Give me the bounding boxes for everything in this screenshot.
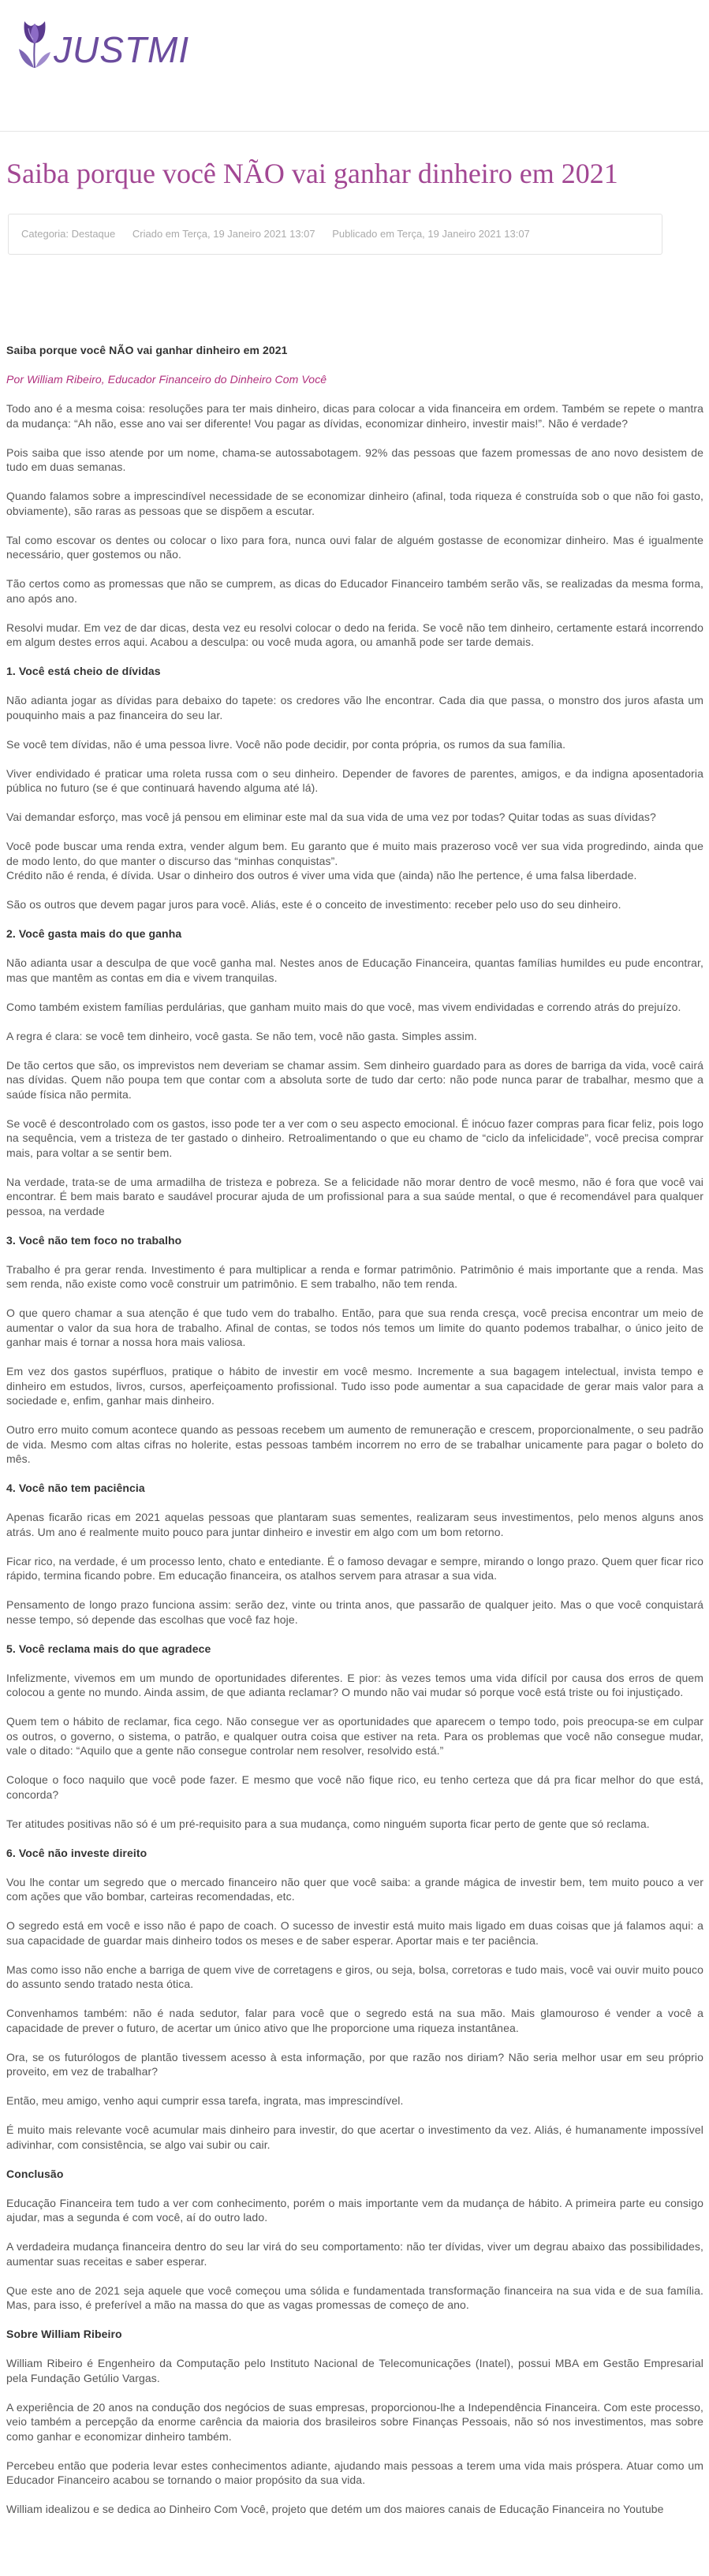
article-paragraph: William Ribeiro é Engenheiro da Computação pelo Instituto Nacional de Telecomunicações (Inatel), possui MBA em Gestão Empresarial pela Fundação Getúlio Vargas. bbox=[6, 2357, 703, 2384]
section-heading: 4. Você não tem paciência bbox=[6, 1482, 145, 1494]
article-byline: Por William Ribeiro, Educador Financeiro do Dinheiro Com Você bbox=[6, 373, 327, 386]
article-paragraph: Quem tem o hábito de reclamar, fica cego. Não consegue ver as oportunidades que aparecem o tempo todo, pois preocupa-se em culpar os outros, o governo, o sistema, o patrão, e qualquer outra coisa que estiver na reta. Para os problemas que você não consegue mudar, vale o ditado: “Aquilo que a gente não consegue controlar nem resolver, resolvido está.” bbox=[6, 1715, 703, 1757]
article-paragraph: Resolvi mudar. Em vez de dar dicas, desta vez eu resolvi colocar o dedo na ferida. Se você não tem dinheiro, certamente estará incorrendo em algum destes erros aqui. Acabou a desculpa: ou você muda agora, ou amanhã pode ser tarde demais. bbox=[6, 621, 703, 648]
article-paragraph: Ficar rico, na verdade, é um processo lento, chato e entediante. É o famoso devagar e sempre, mirando o longo prazo. Quem quer ficar rico rápido, termina ficando pobre. Em educação financeira, os atalhos servem para atrasar a sua vida. bbox=[6, 1554, 703, 1582]
article-paragraph: A verdadeira mudança financeira dentro do seu lar virá do seu comportamento: não ter dívidas, viver um degrau abaixo das possibilidades, aumentar suas receitas e saber esperar. bbox=[6, 2240, 703, 2268]
article-paragraph: A experiência de 20 anos na condução dos negócios de suas empresas, proporcionou-lhe a Independência Financeira. Com este processo, veio também a percepção da enorme carência da maioria dos brasileiros sobre Finanças Pessoais, não só nos investimentos, mas sobre como ganhar e economizar dinheiro também. bbox=[6, 2400, 703, 2443]
article-paragraph: Que este ano de 2021 seja aquele que você começou uma sólida e fundamentada transformação financeira na sua vida e de sua família. Mas, para isso, é preferível a mão na massa do que as vagas promessas de começo de ano. bbox=[6, 2283, 703, 2311]
article-paragraph: Apenas ficarão ricas em 2021 aquelas pessoas que plantaram suas sementes, realizaram seus investimentos, pelo menos alguns anos atrás. Um ano é realmente muito pouco para juntar dinheiro e investir em algo com um bom retorno. bbox=[6, 1511, 703, 1538]
meta-created: Criado em Terça, 19 Janeiro 2021 13:07 bbox=[132, 228, 315, 240]
article-paragraph: Vai demandar esforço, mas você já pensou em eliminar este mal da sua vida de uma vez por todas? Quitar todas as suas dívidas? bbox=[6, 811, 656, 823]
article-paragraph: Vou lhe contar um segredo que o mercado financeiro não quer que você saiba: a grande mágica de investir bem, tem muito pouco a ver com ações que vão bombar, carteiras recomendadas, etc. bbox=[6, 1875, 703, 1903]
article-paragraph: Ora, se os futurólogos de plantão tivessem acesso à esta informação, por que razão nos diriam? Não seria melhor usar em seu próprio proveito, em vez de trabalhar? bbox=[6, 2050, 703, 2078]
article-paragraph: De tão certos que são, os imprevistos nem deveriam se chamar assim. Sem dinheiro guardado para as dores de barriga da vida, você cairá nas dívidas. Quem não poupa tem que contar com a absoluta sorte de tudo dar certo: não pode nunca parar de trabalhar, mesmo que a saúde física não permita. bbox=[6, 1058, 703, 1101]
article-paragraph: É muito mais relevante você acumular mais dinheiro para investir, do que acertar o investimento da vez. Aliás, é humanamente impossível adivinhar, com consistência, se algo vai subir ou cair. bbox=[6, 2123, 703, 2151]
section-heading: 6. Você não investe direito bbox=[6, 1846, 147, 1859]
meta-published: Publicado em Terça, 19 Janeiro 2021 13:07 bbox=[332, 228, 530, 240]
article-body-title: Saiba porque você NÃO vai ganhar dinheiro em 2021 bbox=[6, 344, 288, 356]
article-paragraph: Viver endividado é praticar uma roleta russa com o seu dinheiro. Depender de favores de parentes, amigos, e da indigna aposentadoria pública no futuro (se é que continuará havendo alguma até lá). bbox=[6, 766, 703, 794]
section-heading: Sobre William Ribeiro bbox=[6, 2328, 122, 2340]
section-heading: 1. Você está cheio de dívidas bbox=[6, 665, 161, 677]
article-paragraph: Então, meu amigo, venho aqui cumprir essa tarefa, ingrata, mas imprescindível. bbox=[6, 2094, 404, 2107]
section-heading: 3. Você não tem foco no trabalho bbox=[6, 1233, 182, 1247]
article-paragraph: Trabalho é pra gerar renda. Investimento é para multiplicar a renda e formar patrimônio. Patrimônio é mais importante que a renda. Mas sem renda, não existe como você construir um patrimônio. E sem trabalho, não tem renda. bbox=[6, 1262, 703, 1290]
site-header bbox=[0, 0, 709, 132]
article-paragraph: Infelizmente, vivemos em um mundo de oportunidades diferentes. E pior: às vezes temos uma vida difícil por causa dos erros de quem colocou a gente no mundo. Ainda assim, de que adianta reclamar? O mundo não vai mudar só porque você está triste ou foi injustiçado. bbox=[6, 1671, 703, 1698]
article-paragraph: Tal como escovar os dentes ou colocar o lixo para fora, nunca ouvi falar de alguém gostasse de economizar dinheiro. Mas é igualmente necessário, quer gostemos ou não. bbox=[6, 533, 703, 561]
page-title: Saiba porque você NÃO vai ganhar dinheiro em 2021 bbox=[6, 158, 618, 189]
logo-text: JUSTMI bbox=[54, 29, 190, 70]
article-paragraph: Coloque o foco naquilo que você pode fazer. E mesmo que você não fique rico, eu tenho certeza que dá pra ficar melhor do que está, concorda? bbox=[6, 1773, 703, 1801]
article-body bbox=[0, 343, 709, 2517]
article-paragraph: Outro erro muito comum acontece quando as pessoas recebem um aumento de remuneração e crescem, proporcionalmente, o seu padrão de vida. Mesmo com altas cifras no holerite, estas pessoas também incorrem no erro de se trabalhar unicamente para pagar o boleto do mês. bbox=[6, 1423, 703, 1465]
section-heading: 5. Você reclama mais do que agradece bbox=[6, 1642, 211, 1655]
article-paragraph: São os outros que devem pagar juros para você. Aliás, este é o conceito de investimento: receber pelo uso do seu dinheiro. bbox=[6, 898, 621, 911]
paragraph-text: Você pode buscar uma renda extra, vender algum bem. Eu garanto que é muito mais prazeroso você ver sua vida progredindo, ainda que de modo lento, do que manter o discurso das “minhas conquistas”. bbox=[6, 840, 703, 867]
article-paragraph: Não adianta usar a desculpa de que você ganha mal. Nestes anos de Educação Financeira, quantas famílias humildes eu pude encontrar, mas que mantêm as contas em dia e vivem tranquilas. bbox=[6, 956, 703, 984]
article-paragraph: William idealizou e se dedica ao Dinheiro Com Você, projeto que detém um dos maiores canais de Educação Financeira no Youtube bbox=[6, 2503, 664, 2515]
paragraph-text: Crédito não é renda, é dívida. Usar o dinheiro dos outros é viver uma vida que (ainda) não lhe pertence, é uma falsa liberdade. bbox=[6, 869, 637, 882]
article-paragraph: Percebeu então que poderia levar estes conhecimentos adiante, ajudando mais pessoas a terem uma vida mais próspera. Atuar como um Educador Financeiro acabou se tornando o maior propósito da sua vida. bbox=[6, 2459, 703, 2486]
article-paragraph: Pensamento de longo prazo funciona assim: serão dez, vinte ou trinta anos, que passarão de qualquer jeito. Mas o que você conquistará nesse tempo, só depende das escolhas que você faz hoje. bbox=[6, 1598, 703, 1626]
article-paragraph: Ter atitudes positivas não só é um pré-requisito para a sua mudança, como ninguém suporta ficar perto de gente que só reclama. bbox=[6, 1817, 650, 1830]
article-paragraph: O que quero chamar a sua atenção é que tudo vem do trabalho. Então, para que sua renda cresça, você precisa encontrar um meio de aumentar o valor da sua hora de trabalho. Afinal de contas, se todos nós temos um limite do quanto podemos trabalhar, o único jeito de ganhar mais é tornar a nossa hora mais valiosa. bbox=[6, 1307, 703, 1348]
article-paragraph bbox=[6, 839, 703, 883]
article-paragraph: A regra é clara: se você tem dinheiro, você gasta. Se não tem, você não gasta. Simples assim. bbox=[6, 1029, 477, 1042]
article-paragraph: Educação Financeira tem tudo a ver com conhecimento, porém o mais importante vem da mudança de hábito. A primeira parte eu consigo ajudar, mas a segunda é com você, aí do outro lado. bbox=[6, 2196, 703, 2224]
section-heading: Conclusão bbox=[6, 2167, 64, 2180]
article-paragraph: Como também existem famílias perdulárias, que ganham muito mais do que você, mas vivem endividadas e correndo atrás do prejuízo. bbox=[6, 1000, 681, 1013]
article-paragraph: Mas como isso não enche a barriga de quem vive de corretagens e giros, ou seja, bolsa, corretoras e tudo mais, você vai ouvir muito pouco do assunto sendo tratado nesta ótica. bbox=[6, 1963, 703, 1990]
article-paragraph: Não adianta jogar as dívidas para debaixo do tapete: os credores vão lhe encontrar. Cada dia que passa, o monstro dos juros afasta um pouquinho mais a paz financeira do seu lar. bbox=[6, 694, 703, 721]
site-logo-link[interactable] bbox=[17, 17, 189, 69]
meta-category: Categoria: Destaque bbox=[21, 228, 116, 240]
article-paragraph: Em vez dos gastos supérfluos, pratique o hábito de investir em você mesmo. Incremente a sua bagagem intelectual, invista tempo e dinheiro em estudos, livros, cursos, aperfeiçoamento profissional. Tudo isso pode aumentar a sua capacidade de gerar mais valor para a sociedade e, enfim, ganhar mais dinheiro. bbox=[6, 1365, 703, 1407]
article-paragraph: Tão certos como as promessas que não se cumprem, as dicas do Educador Financeiro também serão vãs, se realizadas da mesma forma, ano após ano. bbox=[6, 577, 703, 605]
article-paragraph: Se você tem dívidas, não é uma pessoa livre. Você não pode decidir, por conta própria, os rumos da sua família. bbox=[6, 737, 566, 751]
section-heading: 2. Você gasta mais do que ganha bbox=[6, 927, 182, 940]
article-meta bbox=[8, 214, 662, 255]
tulip-flower-icon bbox=[17, 17, 52, 69]
article-paragraph: O segredo está em você e isso não é papo de coach. O sucesso de investir está muito mais ligado em duas coisas que já falamos aqui: a sua capacidade de guardar mais dinheiro todos os meses e de saber esperar. Aportar mais e ter paciência. bbox=[6, 1919, 703, 1947]
article-paragraph: Convenhamos também: não é nada sedutor, falar para você que o segredo está na sua mão. Mais glamouroso é vender a você a capacidade de prever o futuro, de acertar um único ativo que lhe proporcione uma riqueza instantânea. bbox=[6, 2007, 703, 2034]
article-paragraph: Quando falamos sobre a imprescindível necessidade de se economizar dinheiro (afinal, toda riqueza é construída sob o que não foi gasto, obviamente), são raras as pessoas que se dispõem a escutar. bbox=[6, 490, 703, 517]
article-paragraph: Todo ano é a mesma coisa: resoluções para ter mais dinheiro, dicas para colocar a vida financeira em ordem. Também se repete o mantra da mudança: “Ah não, esse ano vai ser diferente! Vou pagar as dívidas, economizar dinheiro, investir mais!”. Não é verdade? bbox=[6, 402, 703, 430]
article-paragraph: Na verdade, trata-se de uma armadilha de tristeza e pobreza. Se a felicidade não morar dentro de você mesmo, não é fora que você vai encontrar. É bem mais barato e saudável procurar ajuda de um profissional para a sua saúde mental, o que é recomendável para qualquer pessoa, na verdade bbox=[6, 1175, 703, 1217]
article-paragraph: Se você é descontrolado com os gastos, isso pode ter a ver com o seu aspecto emocional. É inócuo fazer compras para ficar feliz, pois logo na sequência, vem a tristeza de ter gastado o dinheiro. Retroalimentando o que eu chamo de “ciclo da infelicidade”, você precisa comprar mais, para voltar a se sentir bem. bbox=[6, 1117, 703, 1159]
article-paragraph: Pois saiba que isso atende por um nome, chama-se autossabotagem. 92% das pessoas que fazem promessas de ano novo desistem de tudo em duas semanas. bbox=[6, 445, 703, 473]
